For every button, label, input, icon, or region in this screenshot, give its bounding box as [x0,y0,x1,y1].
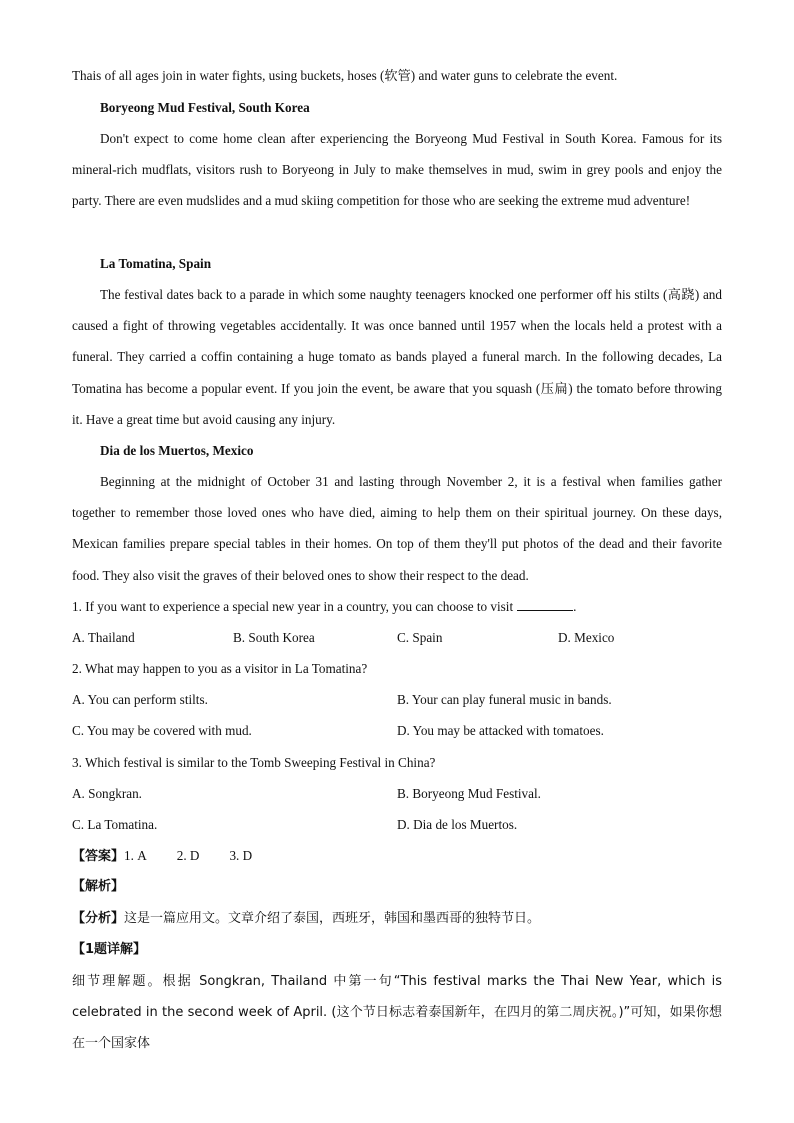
answer-label: 【答案】 [72,849,125,864]
question-1-option-d: D. Mexico [558,630,615,645]
summary-label: 【分析】 [72,911,125,926]
answer-blank [517,598,573,611]
summary-text: 这是一篇应用文。文章介绍了泰国，西班牙，韩国和墨西哥的独特节日。 [124,911,541,926]
analysis-label: 【解析】 [72,879,125,894]
section-heading-muertos: Dia de los Muertos, Mexico [100,443,254,458]
detail-text: 细节理解题。根据 Songkran, Thailand 中第一句“This festival marks the Thai New Year, which is celebrated in the second week of April. (这个节日标志着泰国新年，在四月的第二周庆祝。)”可知，如果你想在一个国家体 [72,974,722,1052]
question-1-stem-end: . [573,599,577,614]
question-1-option-a: A. Thailand [72,630,135,645]
question-1-text: 1. If you want to experience a special new year in a country, you can choose to visit [72,599,514,614]
answer-line [72,846,252,867]
section-text-boryeong: Don't expect to come home clean after experiencing the Boryeong Mud Festival in South Korea. Famous for its mineral-rich mudflats, visitors rush to Boryeong in July to make themselves in mud, swim in grey pools and enjoy the party. There are even mudslides and a mud skiing competition for those who are seeking the extreme mud adventure! [72,131,722,209]
question-3-option-a: A. Songkran. [72,786,142,801]
question-2-stem: 2. What may happen to you as a visitor in La Tomatina? [72,661,368,676]
analysis-summary [72,909,540,929]
question-1-option-b: B. South Korea [233,630,315,645]
question-3-stem: 3. Which festival is similar to the Tomb Sweeping Festival in China? [72,755,436,770]
answer-3: 3. D [229,848,253,863]
question-2-option-b: B. Your can play funeral music in bands. [397,692,612,707]
section-heading-boryeong: Boryeong Mud Festival, South Korea [100,100,310,115]
question-3-option-c: C. La Tomatina. [72,817,158,832]
question-2-option-c: C. You may be covered with mud. [72,723,252,738]
section-text-tomatina: The festival dates back to a parade in which some naughty teenagers knocked one performer off his stilts (高跷) and caused a fight of throwing vegetables accidentally. It was once banned until 1957 when the locals held a protest with a funeral. They carried a coffin containing a huge tomato as bands played a funeral march. In the following decades, La Tomatina has become a popular event. If you join the event, be aware that you squash (压扁) the tomato before throwing it. Have a great time but avoid causing any injury. [72,287,722,427]
detail-label: 【1题详解】 [72,942,147,957]
answer-1: 1. A [124,848,147,863]
section-text-muertos: Beginning at the midnight of October 31 and lasting through November 2, it is a festival when families gather together to remember those loved ones who have died, aiming to help them on their spiritual journey. On these days, Mexican families prepare special tables in their homes. On top of them they'll put photos of the dead and their favorite food. They also visit the graves of their beloved ones to show their respect to the dead. [72,474,722,583]
question-1-stem [72,597,576,617]
question-3-option-d: D. Dia de los Muertos. [397,817,518,832]
question-3-option-b: B. Boryeong Mud Festival. [397,786,541,801]
question-2-option-d: D. You may be attacked with tomatoes. [397,723,604,738]
question-2-option-a: A. You can perform stilts. [72,692,208,707]
intro-line: Thais of all ages join in water fights, using buckets, hoses (软管) and water guns to celebrate the event. [72,68,618,83]
answer-2: 2. D [176,848,200,863]
section-heading-tomatina: La Tomatina, Spain [100,256,212,271]
question-1-option-c: C. Spain [397,630,443,645]
